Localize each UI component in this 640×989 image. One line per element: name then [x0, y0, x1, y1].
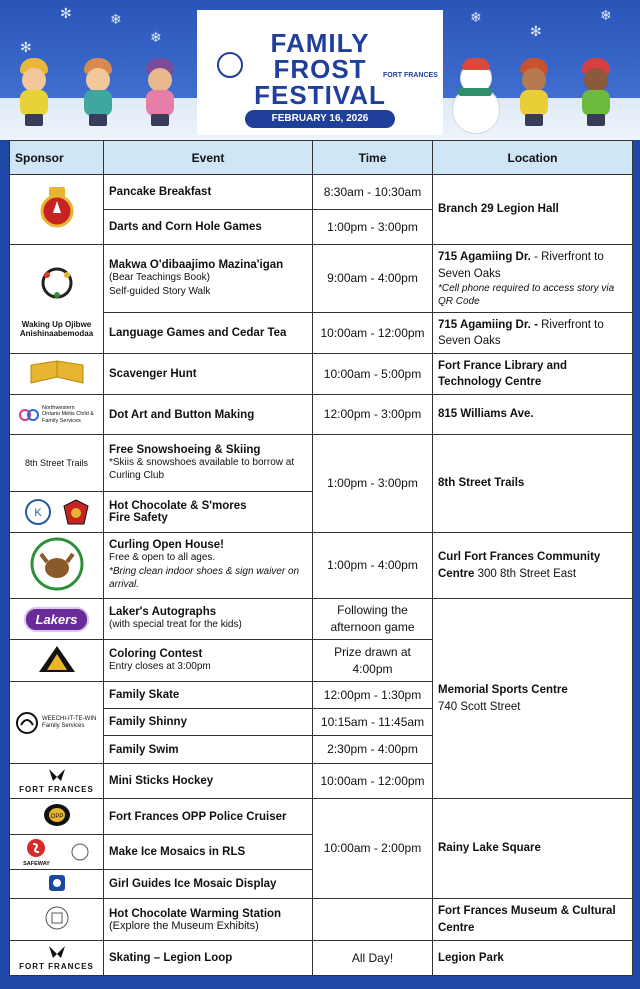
child-illustration [80, 58, 116, 128]
town-crest-icon [70, 842, 90, 862]
event-cell: Laker's Autographs (with special treat for the kids) [104, 599, 313, 640]
sponsor-ojibwe: Waking Up Ojibwe Anishinaabemodaa [10, 245, 104, 354]
fire-department-badge-icon [62, 498, 90, 526]
location-cell: Legion Park [433, 941, 633, 976]
child-illustration [16, 58, 52, 128]
time-cell [313, 899, 433, 941]
kinsmen-badge-icon [24, 498, 52, 526]
sponsor-museum [10, 899, 104, 941]
time-cell: 8:30am - 10:30am [313, 175, 433, 210]
event-cell: Girl Guides Ice Mosaic Display [104, 870, 313, 899]
event-cell: Darts and Corn Hole Games [104, 210, 313, 245]
time-cell: 10:00am - 2:00pm [313, 799, 433, 899]
event-cell: Scavenger Hunt [104, 354, 313, 395]
event-cell: Family Shinny [104, 709, 313, 736]
time-cell: 10:00am - 5:00pm [313, 354, 433, 395]
snowman-illustration [450, 58, 500, 134]
time-cell: 1:00pm - 4:00pm [313, 533, 433, 599]
library-book-icon [27, 359, 87, 387]
event-cell: Skating – Legion Loop [104, 941, 313, 976]
table-row [10, 313, 633, 354]
snowflake-icon: ❄ [110, 11, 122, 27]
opp-badge-icon [42, 802, 72, 828]
sponsor-coloring [10, 640, 104, 682]
town-crest-icon [44, 905, 70, 931]
festival-date: FEBRUARY 16, 2026 [245, 110, 395, 128]
time-cell: Following the afternoon game [313, 599, 433, 640]
sponsor-curl-fort-frances [10, 533, 104, 599]
event-cell: Make Ice Mosaics in RLS [104, 835, 313, 870]
header-location: Location [433, 141, 633, 175]
table-header-row [10, 141, 633, 175]
location-cell: Memorial Sports Centre 740 Scott Street [433, 599, 633, 799]
svg-text:K: K [33, 507, 42, 519]
event-cell: Curling Open House! Free & open to all ages. *Bring clean indoor shoes & sign waiver on arrival. [104, 533, 313, 599]
time-cell: 1:00pm - 3:00pm [313, 435, 433, 533]
time-cell: 9:00am - 4:00pm [313, 245, 433, 313]
time-cell: Prize drawn at 4:00pm [313, 640, 433, 682]
badge-icon [37, 644, 77, 674]
table-row [10, 533, 633, 599]
event-cell: Fort Frances OPP Police Cruiser [104, 799, 313, 835]
time-cell: 2:30pm - 4:00pm [313, 736, 433, 764]
festival-logo [197, 10, 443, 135]
location-cell: Curl Fort Frances Community Centre 300 8th Street East [433, 533, 633, 599]
girl-guides-trefoil-icon [48, 874, 66, 892]
snowflake-icon: ❄ [470, 9, 482, 25]
snowflake-icon: ✻ [60, 5, 72, 21]
snowflake-icon: ❄ [150, 29, 162, 45]
legion-badge-icon [39, 183, 75, 233]
location-cell: 715 Agamiing Dr. - Riverfront to Seven Oaks *Cell phone required to access story via QR Code [433, 245, 633, 313]
event-cell: Makwa O'dibaajimo Mazina'igan (Bear Teachings Book) Self-guided Story Walk [104, 245, 313, 313]
event-cell: Family Skate [104, 682, 313, 709]
time-cell: 10:15am - 11:45am [313, 709, 433, 736]
logo-title-frost: FROST [273, 54, 367, 84]
curl-moose-logo-icon [27, 536, 87, 592]
header-event: Event [104, 141, 313, 175]
location-cell: 8th Street Trails [433, 435, 633, 533]
fort-frances-bird-icon [48, 944, 66, 960]
child-illustration [142, 58, 178, 128]
logo-title-festival: FESTIVAL [254, 80, 386, 110]
sponsor-fort-frances: FORT FRANCES [10, 764, 104, 799]
sponsor-fort-frances: FORT FRANCES [10, 941, 104, 976]
snowflake-icon: ✻ [20, 39, 32, 55]
sponsor-girl-guides [10, 870, 104, 899]
location-cell: 715 Agamiing Dr. - Riverfront to Seven Oaks [433, 313, 633, 354]
town-crest-icon [217, 52, 243, 78]
table-row [10, 799, 633, 835]
sponsor-safeway: SAFEWAY [10, 835, 104, 870]
svg-text:OPP: OPP [50, 814, 63, 820]
header-time: Time [313, 141, 433, 175]
location-cell: Fort France Library and Technology Centre [433, 354, 633, 395]
table-row [10, 941, 633, 976]
event-cell: Free Snowshoeing & Skiing *Skiis & snowshoes available to borrow at Curling Club [104, 435, 313, 492]
location-cell: Fort Frances Museum & Cultural Centre [433, 899, 633, 941]
table-row [10, 175, 633, 210]
metis-infinity-icon [19, 405, 39, 425]
event-cell: Hot Chocolate & S'mores Fire Safety [104, 492, 313, 533]
weechi-logo-icon [15, 711, 39, 735]
event-cell: Dot Art and Button Making [104, 395, 313, 435]
safeway-logo-icon [26, 838, 46, 858]
table-row [10, 599, 633, 640]
lakers-logo: Lakers [24, 607, 90, 632]
sponsor-northwestern: Northwestern Ontario Métis Child & Family Services [10, 395, 104, 435]
sponsor-8th-street-trails: 8th Street Trails [10, 435, 104, 492]
event-cell: Pancake Breakfast [104, 175, 313, 210]
snowflake-icon: ❄ [600, 7, 612, 23]
time-cell: 10:00am - 12:00pm [313, 313, 433, 354]
time-cell: All Day! [313, 941, 433, 976]
event-cell: Mini Sticks Hockey [104, 764, 313, 799]
location-cell: 815 Williams Ave. [433, 395, 633, 435]
table-row [10, 435, 633, 492]
snowflake-icon: ✻ [530, 23, 542, 39]
child-illustration [516, 58, 552, 128]
festival-banner [0, 0, 640, 140]
sponsor-library [10, 354, 104, 395]
time-cell: 12:00pm - 1:30pm [313, 682, 433, 709]
table-row [10, 395, 633, 435]
logo-title-family: FAMILY [270, 28, 370, 58]
sponsor-lakers [10, 599, 104, 640]
table-row [10, 899, 633, 941]
location-cell: Rainy Lake Square [433, 799, 633, 899]
sponsor-kinsmen-fire [10, 492, 104, 533]
time-cell: 10:00am - 12:00pm [313, 764, 433, 799]
sponsor-legion [10, 175, 104, 245]
child-illustration [578, 58, 614, 128]
event-cell: Family Swim [104, 736, 313, 764]
event-cell: Coloring Contest Entry closes at 3:00pm [104, 640, 313, 682]
waking-up-ojibwe-logo-icon [17, 261, 97, 321]
time-cell: 12:00pm - 3:00pm [313, 395, 433, 435]
logo-town-name: FORT FRANCES [383, 72, 438, 79]
table-row [10, 354, 633, 395]
event-cell: Hot Chocolate Warming Station (Explore the Museum Exhibits) [104, 899, 313, 941]
time-cell: 1:00pm - 3:00pm [313, 210, 433, 245]
table-row [10, 245, 633, 313]
sponsor-opp [10, 799, 104, 835]
event-cell: Language Games and Cedar Tea [104, 313, 313, 354]
event-schedule-table [9, 140, 633, 976]
sponsor-weechi: WEECHI-IT-TE-WIN Family Services [10, 682, 104, 764]
location-cell: Branch 29 Legion Hall [433, 175, 633, 245]
header-sponsor: Sponsor [10, 141, 104, 175]
fort-frances-bird-icon [48, 767, 66, 783]
